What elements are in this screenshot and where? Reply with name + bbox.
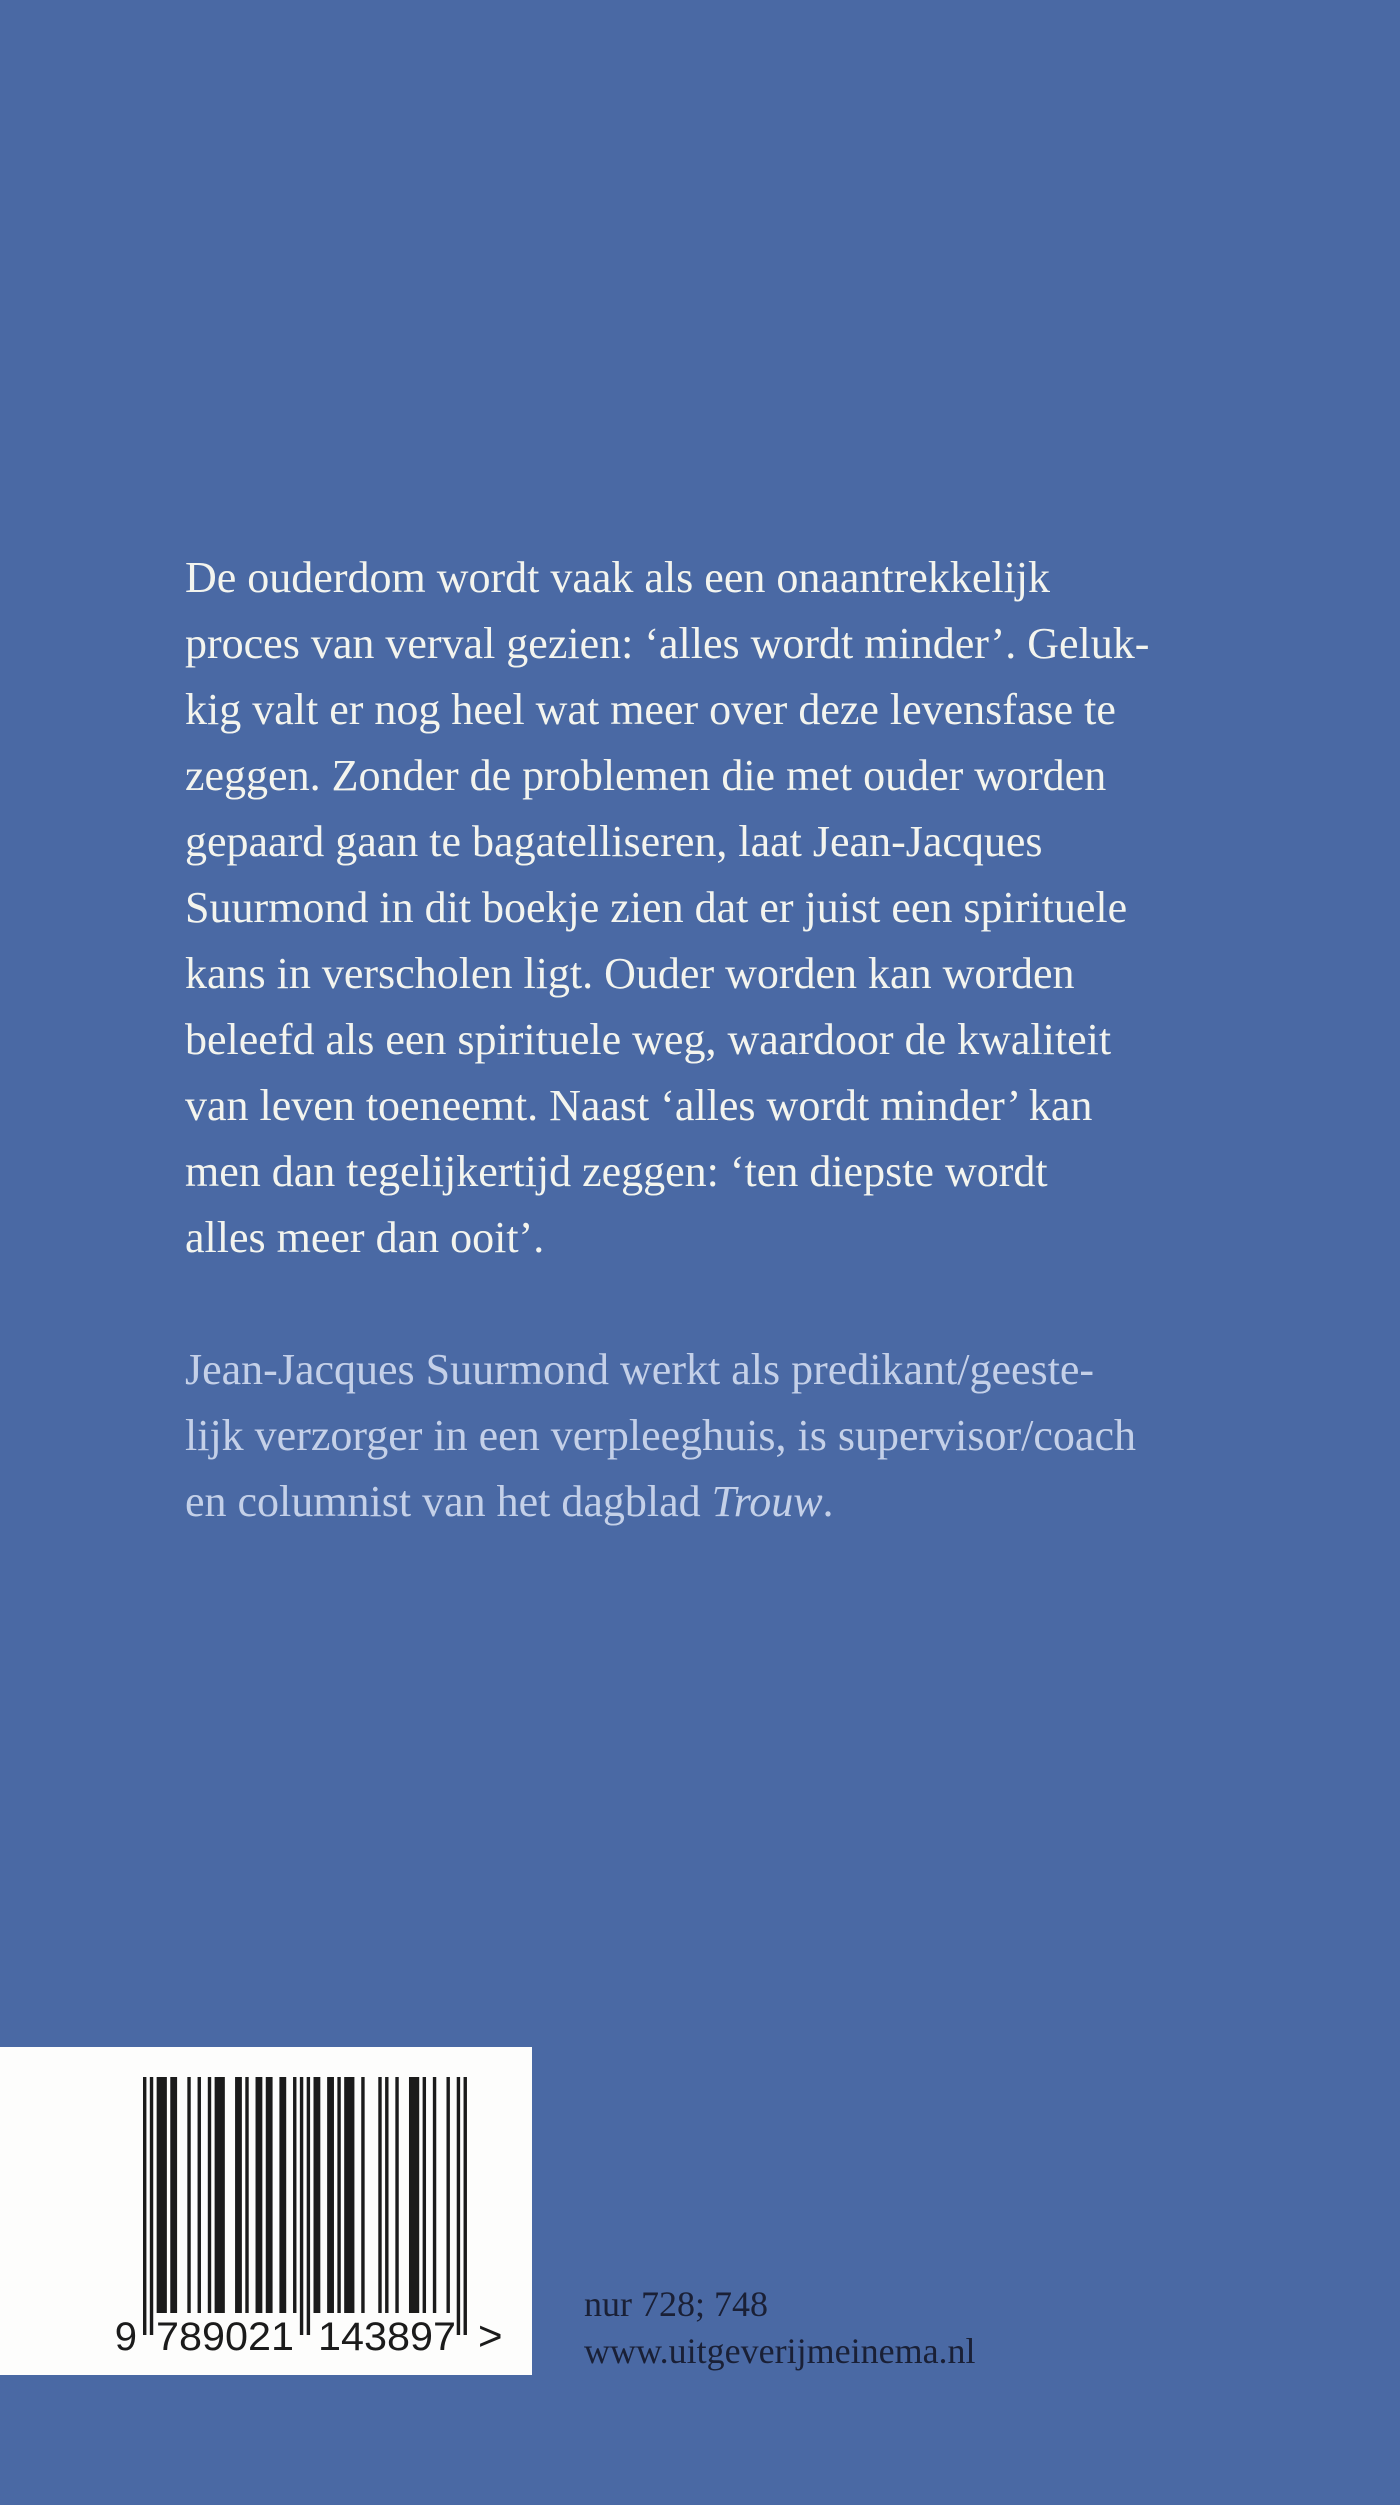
barcode-bar <box>143 2077 146 2335</box>
barcode-bar <box>150 2077 153 2335</box>
blurb-line <box>185 743 1255 809</box>
blurb-line <box>185 1007 1255 1073</box>
blurb-text: men dan tegelijkertijd zeggen: ‘ten diepste wordt <box>185 1147 1048 1196</box>
nur-code: nur 728; 748 <box>584 2284 768 2324</box>
barcode-digits-right: 143897 <box>318 2315 456 2359</box>
barcode-bar <box>464 2077 467 2335</box>
barcode-bar <box>198 2077 201 2313</box>
barcode-bar <box>457 2077 460 2335</box>
author-bio-text: en columnist van het dagblad <box>185 1477 712 1526</box>
barcode-bar <box>266 2077 273 2313</box>
blurb-text: zeggen. Zonder de problemen die met ouder worden <box>185 751 1107 800</box>
barcode-bar <box>395 2077 398 2313</box>
blurb-line <box>185 611 1255 677</box>
blurb-paragraph <box>185 545 1255 1271</box>
blurb-text: beleefd als een spirituele weg, waardoor de kwaliteit <box>185 1015 1112 1064</box>
barcode-bar <box>409 2077 419 2313</box>
blurb-line <box>185 1073 1255 1139</box>
barcode-bar <box>327 2077 334 2313</box>
barcode-digits-left: 789021 <box>156 2315 294 2359</box>
barcode-bar <box>293 2077 296 2313</box>
barcode-bar <box>256 2077 263 2313</box>
barcode-bar <box>344 2077 354 2313</box>
barcode-bar <box>433 2077 436 2313</box>
barcode-bar <box>307 2077 310 2335</box>
barcode-bar <box>235 2077 242 2313</box>
blurb-text: kig valt er nog heel wat meer over deze levensfase te <box>185 685 1116 734</box>
blurb-line <box>185 809 1255 875</box>
author-bio-line <box>185 1403 1255 1469</box>
publisher-info <box>584 2281 976 2375</box>
blurb-line <box>185 1205 1255 1271</box>
blurb-text: gepaard gaan te bagatelliseren, laat Jean-Jacques <box>185 817 1043 866</box>
author-bio-text: lijk verzorger in een verpleeghuis, is supervisor/coach <box>185 1411 1136 1460</box>
barcode-bar <box>423 2077 426 2313</box>
author-bio-line <box>185 1469 1255 1535</box>
barcode-bar <box>300 2077 303 2335</box>
barcode-digit-first: 9 <box>114 2315 137 2359</box>
barcode-bar <box>157 2077 167 2313</box>
blurb-line <box>185 875 1255 941</box>
barcode-bar <box>215 2077 225 2313</box>
blurb-text: kans in verscholen ligt. Ouder worden kan worden <box>185 949 1075 998</box>
blurb-text: proces van verval gezien: ‘alles wordt minder’. Geluk- <box>185 619 1150 668</box>
barcode-bar <box>337 2077 340 2313</box>
ean-barcode <box>0 2047 532 2375</box>
barcode-bar <box>314 2077 321 2313</box>
barcode-bar <box>378 2077 381 2313</box>
barcode-panel <box>0 2047 532 2375</box>
barcode-bar <box>385 2077 388 2313</box>
blurb-text: Suurmond in dit boekje zien dat er juist een spirituele <box>185 883 1128 932</box>
blurb-text: van leven toeneemt. Naast ‘alles wordt minder’ kan <box>185 1081 1093 1130</box>
barcode-bar <box>446 2077 449 2313</box>
author-bio-line <box>185 1337 1255 1403</box>
barcode-bar <box>208 2077 211 2313</box>
barcode-bar <box>245 2077 248 2313</box>
barcode-arrow: > <box>478 2312 503 2359</box>
author-bio-text: . <box>822 1477 834 1526</box>
blurb-line <box>185 941 1255 1007</box>
blurb-text: De ouderdom wordt vaak als een onaantrekkelijk <box>185 553 1051 602</box>
author-bio-italic-text: Trouw <box>711 1477 823 1526</box>
author-bio-text: Jean-Jacques Suurmond werkt als predikant/geeste- <box>185 1345 1095 1394</box>
blurb-line <box>185 545 1255 611</box>
blurb-text: alles meer dan ooit’. <box>185 1213 545 1262</box>
barcode-bar <box>187 2077 190 2313</box>
blurb-line <box>185 677 1255 743</box>
barcode-bar <box>170 2077 177 2313</box>
barcode-bar <box>279 2077 286 2313</box>
author-bio-paragraph <box>185 1337 1255 1535</box>
barcode-bar <box>361 2077 364 2313</box>
publisher-website: www.uitgeverijmeinema.nl <box>584 2331 976 2371</box>
blurb-line <box>185 1139 1255 1205</box>
